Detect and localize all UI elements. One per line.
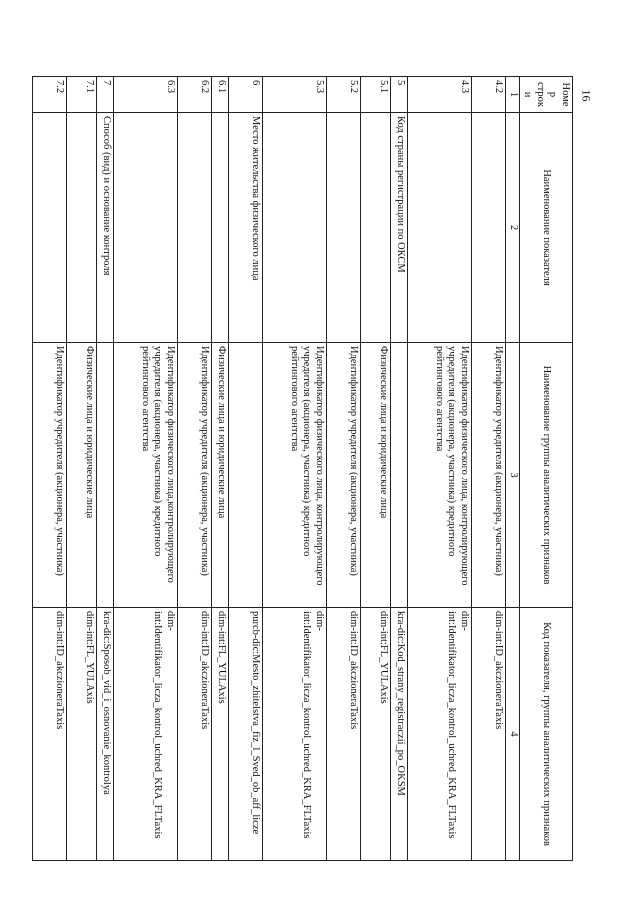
group-name: Идентификатор учредителя (акционера, участника) xyxy=(472,343,506,608)
row-number: 7.2 xyxy=(33,77,67,113)
indicator-code: purcb-dic:Mesto_zhitelstva_fiz_l_Sved_ob_aff_licze xyxy=(229,608,263,861)
row-number: 7 xyxy=(97,77,114,113)
indicator-name xyxy=(472,113,506,343)
header-indicator-name: Наименование показателя xyxy=(519,113,572,343)
indicator-code: kra-dic:Sposob_vid_i_osnovanie_kontrolya xyxy=(97,608,114,861)
row-number: 5.2 xyxy=(327,77,361,113)
table-row xyxy=(212,77,229,861)
indicator-name: Место жительства физического лица xyxy=(229,113,263,343)
page-number: 16 xyxy=(579,89,594,102)
indicator-code: dim-int:FL_YULAxis xyxy=(361,608,391,861)
group-name xyxy=(391,343,408,608)
indicator-name xyxy=(178,113,212,343)
row-number: 5.1 xyxy=(361,77,391,113)
indicator-name xyxy=(327,113,361,343)
indicator-code: dim-int:ID_akczioneraTaxis xyxy=(472,608,506,861)
indicator-name xyxy=(361,113,391,343)
group-name: Физические лица и юридические лица xyxy=(361,343,391,608)
table-row xyxy=(178,77,212,861)
header-group-name: Наименование группы аналитических признаков xyxy=(519,343,572,608)
row-number: 4.3 xyxy=(408,77,472,113)
indicator-code: dim-int:ID_akczioneraTaxis xyxy=(327,608,361,861)
header-indicator-code: Код показателя, группы аналитических признаков xyxy=(519,608,572,861)
indicator-name xyxy=(263,113,327,343)
group-name: Физические лица и юридические лица xyxy=(212,343,229,608)
table-row xyxy=(391,77,408,861)
indicator-code: kra-dic:Kod_strany_registraczii_po_OKSM xyxy=(391,608,408,861)
column-numbers-row xyxy=(506,77,520,861)
row-number: 6.1 xyxy=(212,77,229,113)
table-row xyxy=(408,77,472,861)
row-number: 7.1 xyxy=(67,77,97,113)
group-name xyxy=(97,343,114,608)
group-name: Идентификатор физического лица, контролирующего учредителя (акционера, участника) кредитного рейтингового агентства xyxy=(408,343,472,608)
row-number: 4.2 xyxy=(472,77,506,113)
table-row xyxy=(114,77,178,861)
rotated-page-content xyxy=(53,76,573,860)
table-row xyxy=(361,77,391,861)
indicators-table xyxy=(32,76,573,861)
indicator-name: Код страны регистрации по ОКСМ xyxy=(391,113,408,343)
table-row xyxy=(263,77,327,861)
group-name: Идентификатор учредителя (акционера, участника) xyxy=(33,343,67,608)
table-row xyxy=(327,77,361,861)
table-row xyxy=(472,77,506,861)
group-name: Физические лица и юридические лица xyxy=(67,343,97,608)
column-number: 1 xyxy=(506,77,520,113)
table-row xyxy=(229,77,263,861)
group-name xyxy=(229,343,263,608)
indicator-name xyxy=(114,113,178,343)
table-row xyxy=(97,77,114,861)
row-number: 6.3 xyxy=(114,77,178,113)
table-header-row xyxy=(519,77,572,861)
row-number: 5.3 xyxy=(263,77,327,113)
group-name: Идентификатор физического лица, контролирующего учредителя (акционера, участника) кредитного рейтингового агентства xyxy=(263,343,327,608)
indicator-code: dim-int:ID_akczioneraTaxis xyxy=(33,608,67,861)
indicator-code: dim-int:FL_YULAxis xyxy=(212,608,229,861)
indicator-name xyxy=(33,113,67,343)
indicator-name xyxy=(212,113,229,343)
row-number: 6 xyxy=(229,77,263,113)
column-number: 3 xyxy=(506,343,520,608)
header-row-number: Номер строки xyxy=(519,77,572,113)
group-name: Идентификатор учредителя (акционера, участника) xyxy=(327,343,361,608)
group-name: Идентификатор учредителя (акционера, участника) xyxy=(178,343,212,608)
row-number: 6.2 xyxy=(178,77,212,113)
column-number: 4 xyxy=(506,608,520,861)
indicator-code: dim-int:Identifikator_licza_kontrol_uchred_KRA_FLTaxis xyxy=(114,608,178,861)
indicator-name xyxy=(67,113,97,343)
column-number: 2 xyxy=(506,113,520,343)
row-number: 5 xyxy=(391,77,408,113)
indicator-name: Способ (вид) и основание контроля xyxy=(97,113,114,343)
indicator-code: dim-int:Identifikator_licza_kontrol_uchred_KRA_FLTaxis xyxy=(263,608,327,861)
indicator-name xyxy=(408,113,472,343)
indicator-code: dim-int:FL_YULAxis xyxy=(67,608,97,861)
group-name: Идентификатор физического лица,контролирующего учредителя (акционера, участника) кредитного рейтингового агентства xyxy=(114,343,178,608)
indicator-code: dim-int:Identifikator_licza_kontrol_uchred_KRA_FLTaxis xyxy=(408,608,472,861)
indicator-code: dim-int:ID_akczioneraTaxis xyxy=(178,608,212,861)
table-row xyxy=(33,77,67,861)
table-row xyxy=(67,77,97,861)
